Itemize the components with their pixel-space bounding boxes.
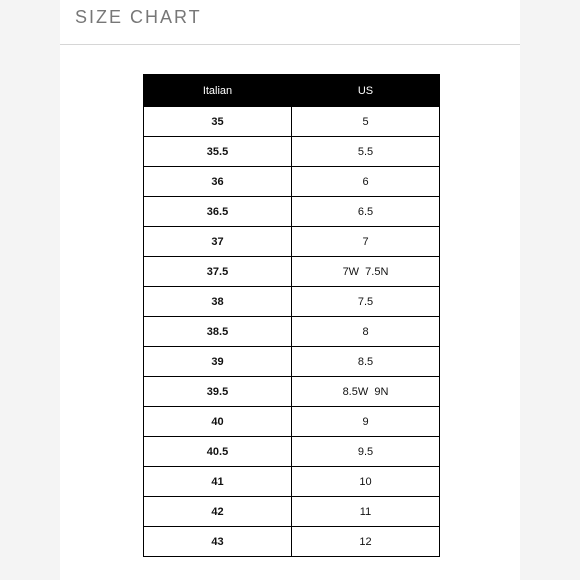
- table-row: [144, 377, 440, 407]
- us-size-cell: 9.5: [292, 437, 440, 467]
- us-size-cell: 7: [292, 227, 440, 257]
- size-chart-table: [143, 74, 440, 557]
- italian-size-cell: 38: [144, 287, 292, 317]
- table-row: [144, 347, 440, 377]
- italian-size-cell: 36.5: [144, 197, 292, 227]
- italian-size-cell: 35.5: [144, 137, 292, 167]
- italian-size-cell: 35: [144, 107, 292, 137]
- italian-size-cell: 37.5: [144, 257, 292, 287]
- italian-size-cell: 40.5: [144, 437, 292, 467]
- us-size-cell: 10: [292, 467, 440, 497]
- italian-size-cell: 43: [144, 527, 292, 557]
- table-row: [144, 497, 440, 527]
- us-size-cell: 8.5W 9N: [292, 377, 440, 407]
- us-size-cell: 8.5: [292, 347, 440, 377]
- table-row: [144, 257, 440, 287]
- us-size-cell: 5.5: [292, 137, 440, 167]
- table-row: [144, 107, 440, 137]
- table-row: [144, 437, 440, 467]
- table-row: [144, 227, 440, 257]
- table-row: [144, 197, 440, 227]
- table-row: [144, 137, 440, 167]
- italian-size-cell: 41: [144, 467, 292, 497]
- italian-size-cell: 40: [144, 407, 292, 437]
- italian-size-cell: 39: [144, 347, 292, 377]
- us-size-cell: 7W 7.5N: [292, 257, 440, 287]
- table-row: [144, 287, 440, 317]
- us-size-cell: 11: [292, 497, 440, 527]
- table-row: [144, 527, 440, 557]
- italian-size-cell: 36: [144, 167, 292, 197]
- column-header-italian: Italian: [144, 75, 292, 107]
- table-header-row: [144, 75, 440, 107]
- table-row: [144, 167, 440, 197]
- us-size-cell: 7.5: [292, 287, 440, 317]
- italian-size-cell: 39.5: [144, 377, 292, 407]
- page-title: SIZE CHART: [75, 7, 202, 27]
- us-size-cell: 9: [292, 407, 440, 437]
- us-size-cell: 6.5: [292, 197, 440, 227]
- us-size-cell: 5: [292, 107, 440, 137]
- us-size-cell: 12: [292, 527, 440, 557]
- us-size-cell: 6: [292, 167, 440, 197]
- italian-size-cell: 37: [144, 227, 292, 257]
- us-size-cell: 8: [292, 317, 440, 347]
- title-divider: [60, 44, 520, 45]
- table-row: [144, 407, 440, 437]
- table-row: [144, 317, 440, 347]
- table-row: [144, 467, 440, 497]
- italian-size-cell: 38.5: [144, 317, 292, 347]
- column-header-us: US: [292, 75, 440, 107]
- italian-size-cell: 42: [144, 497, 292, 527]
